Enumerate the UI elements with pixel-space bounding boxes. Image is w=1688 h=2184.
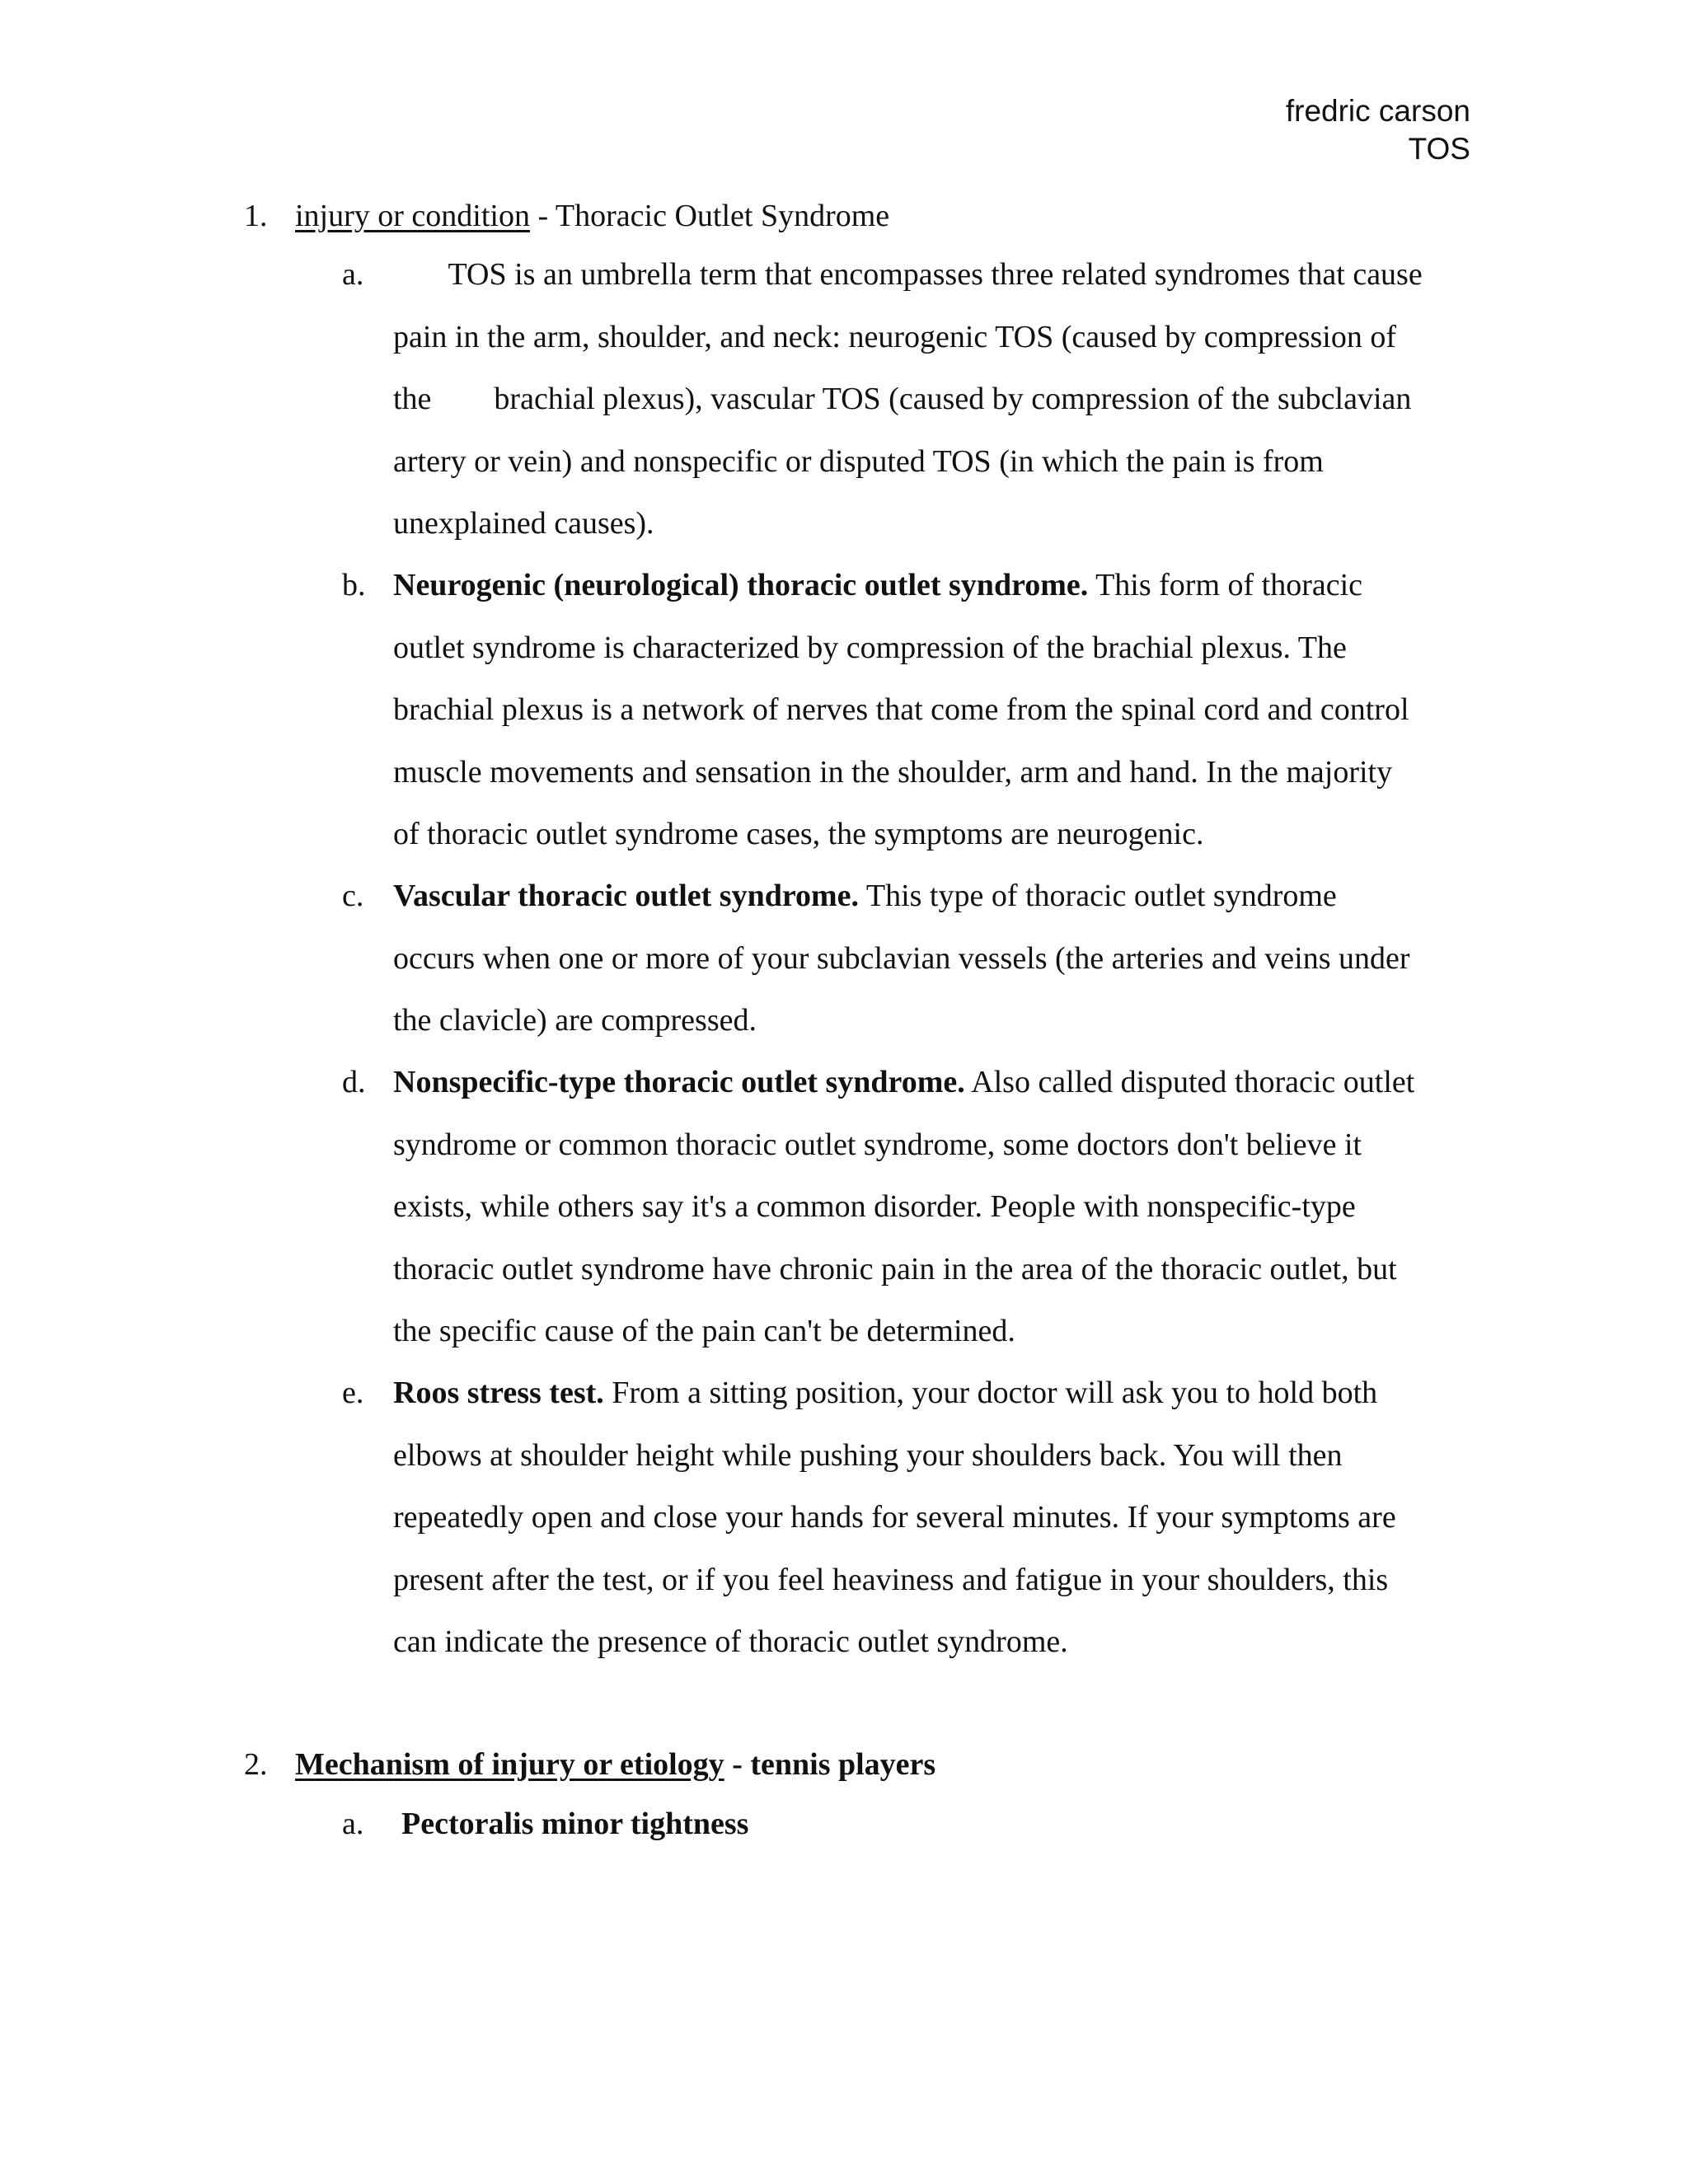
list-item-1c	[342, 865, 1463, 1052]
text-line: artery or vein) and nonspecific or disputed TOS (in which the pain is from	[393, 443, 1324, 479]
text-line: elbows at shoulder height while pushing your shoulders back. You will then	[393, 1437, 1343, 1473]
item-lead: Neurogenic (neurological) thoracic outlet syndrome.	[393, 568, 1089, 602]
item-letter: e.	[342, 1376, 364, 1410]
item-lead: Vascular thoracic outlet syndrome.	[393, 879, 860, 913]
item-lead-rest: From a sitting position, your doctor will ask you to hold both	[603, 1376, 1378, 1410]
page-header	[1286, 92, 1470, 168]
list-item-1d	[342, 1052, 1463, 1363]
text-line: TOS is an umbrella term that encompasses three related syndromes that cause	[393, 257, 1423, 292]
item-letter: a.	[342, 1807, 364, 1841]
text-line: pain in the arm, shoulder, and neck: neurogenic TOS (caused by compression of	[393, 319, 1396, 354]
section-1-subtitle: - Thoracic Outlet Syndrome	[529, 199, 890, 233]
section-1-title: injury or condition	[295, 199, 530, 233]
item-text	[393, 1052, 1461, 1363]
text-line: syndrome or common thoracic outlet syndrome, some doctors don't believe it	[393, 1127, 1362, 1162]
document-topic: TOS	[1408, 132, 1470, 166]
text-line: repeatedly open and close your hands for several minutes. If your symptoms are	[393, 1500, 1396, 1535]
item-lead: Nonspecific-type thoracic outlet syndrome.	[393, 1065, 965, 1099]
item-text	[393, 244, 1461, 555]
text-line: of thoracic outlet syndrome cases, the symptoms are neurogenic.	[393, 817, 1204, 851]
text-line: occurs when one or more of your subclavian vessels (the arteries and veins under	[393, 940, 1410, 976]
text-line: brachial plexus is a network of nerves that come from the spinal cord and control	[393, 692, 1409, 727]
item-text	[393, 865, 1461, 1052]
text-line: muscle movements and sensation in the shoulder, arm and hand. In the majority	[393, 754, 1393, 790]
item-letter: a.	[342, 257, 364, 292]
section-2-title: Mechanism of injury or etiology	[295, 1747, 724, 1782]
text-line: present after the test, or if you feel heaviness and fatigue in your shoulders, this	[393, 1562, 1389, 1597]
text-line: the clavicle) are compressed.	[393, 1003, 757, 1038]
text-line	[393, 1362, 1461, 1425]
item-lead: Roos stress test.	[393, 1376, 604, 1410]
section-1-heading	[244, 197, 889, 235]
list-item-1e	[342, 1362, 1463, 1674]
text-line: thoracic outlet syndrome have chronic pain in the area of the thoracic outlet, but	[393, 1251, 1397, 1286]
section-2-heading	[244, 1746, 935, 1783]
text-line: exists, while others say it's a common disorder. People with nonspecific-type	[393, 1189, 1356, 1224]
text-line: unexplained causes).	[393, 506, 654, 541]
text-line: the brachial plexus), vascular TOS (caused by compression of the subclavian	[393, 382, 1412, 416]
text-line: outlet syndrome is characterized by compression of the brachial plexus. The	[393, 630, 1347, 665]
item-letter: d.	[342, 1065, 366, 1099]
item-lead: Pectoralis minor tightness	[401, 1807, 749, 1841]
item-lead-rest: Also called disputed thoracic outlet	[964, 1065, 1415, 1099]
item-text	[401, 1793, 1469, 1856]
list-item-1a	[342, 244, 1463, 555]
text-line	[393, 555, 1461, 617]
text-line: the specific cause of the pain can't be determined.	[393, 1314, 1015, 1348]
author-name: fredric carson	[1285, 94, 1470, 128]
section-2-subtitle: - tennis players	[724, 1747, 936, 1782]
item-letter: c.	[342, 879, 364, 913]
item-lead-rest: This form of thoracic	[1088, 568, 1363, 602]
item-lead-rest: This type of thoracic outlet syndrome	[859, 879, 1337, 913]
section-1-number: 1.	[244, 199, 268, 233]
list-item-2a	[342, 1793, 1463, 1856]
item-letter: b.	[342, 568, 366, 602]
list-item-1b	[342, 555, 1463, 866]
text-line	[393, 1052, 1461, 1114]
section-2-number: 2.	[244, 1747, 268, 1782]
item-text	[393, 555, 1461, 866]
text-line: can indicate the presence of thoracic outlet syndrome.	[393, 1624, 1068, 1659]
text-line	[393, 865, 1461, 928]
item-text	[393, 1362, 1461, 1674]
